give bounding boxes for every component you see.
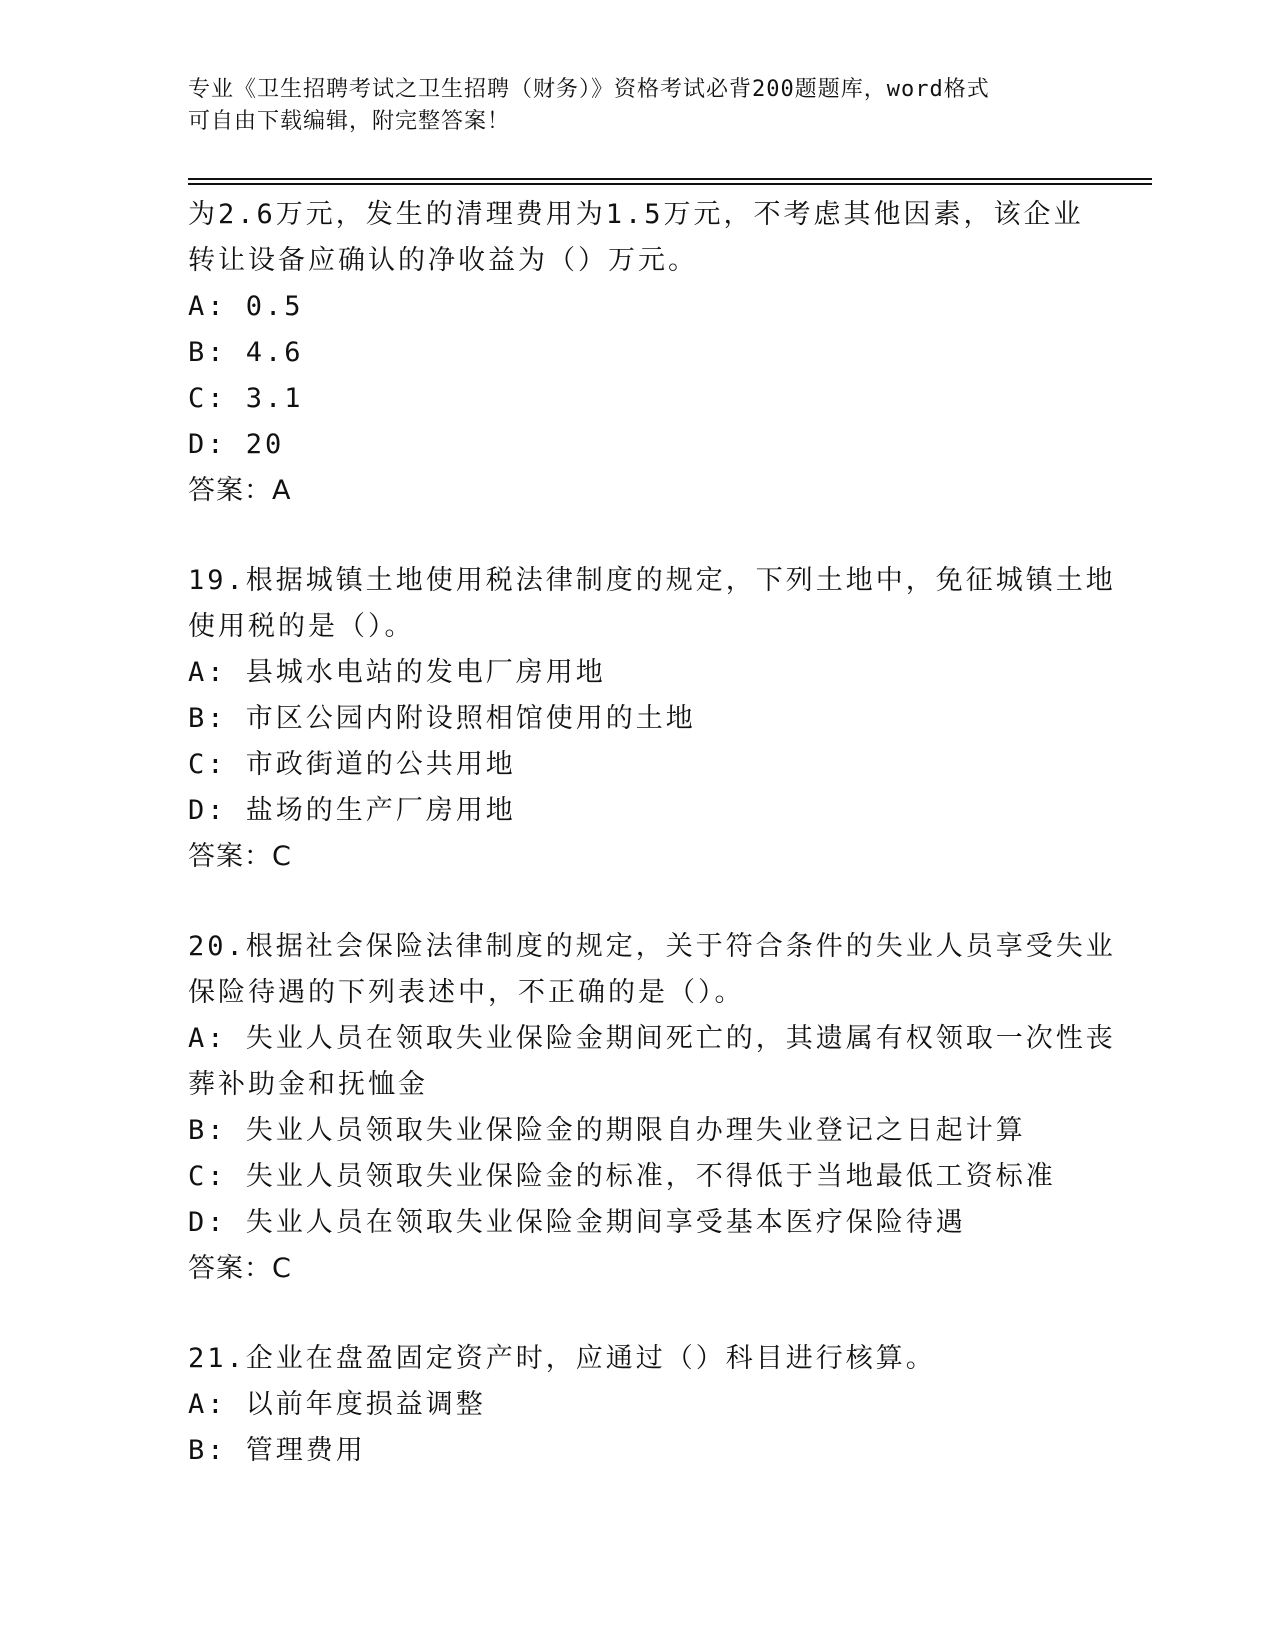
header-line-2: 可自由下载编辑，附完整答案！ bbox=[188, 109, 511, 134]
option-d: D: 失业人员在领取失业保险金期间享受基本医疗保险待遇 bbox=[188, 1207, 966, 1238]
document-header bbox=[188, 74, 1088, 138]
question-19 bbox=[188, 558, 1128, 880]
option-c: C: 3.1 bbox=[188, 383, 304, 414]
spacer bbox=[188, 514, 1128, 558]
question-text: 21.企业在盘盈固定资产时，应通过（）科目进行核算。 bbox=[188, 1343, 936, 1374]
option-b: B: 管理费用 bbox=[188, 1435, 366, 1466]
option-a: A: 以前年度损益调整 bbox=[188, 1389, 486, 1420]
option-b: B: 市区公园内附设照相馆使用的土地 bbox=[188, 703, 696, 734]
question-content bbox=[188, 192, 1128, 1474]
option-d: D: 盐场的生产厂房用地 bbox=[188, 795, 516, 826]
answer-line: 答案：C bbox=[188, 841, 292, 872]
option-b: B: 4.6 bbox=[188, 337, 304, 368]
option-a: A: 0.5 bbox=[188, 291, 304, 322]
question-18 bbox=[188, 192, 1128, 514]
option-a-continued: 葬补助金和抚恤金 bbox=[188, 1069, 428, 1100]
question-text: 保险待遇的下列表述中，不正确的是（）。 bbox=[188, 977, 745, 1008]
spacer bbox=[188, 880, 1128, 924]
header-rule-top bbox=[188, 178, 1152, 180]
header-rule-bottom bbox=[188, 183, 1152, 185]
option-b: B: 失业人员领取失业保险金的期限自办理失业登记之日起计算 bbox=[188, 1115, 1026, 1146]
header-line-1: 专业《卫生招聘考试之卫生招聘（财务）》资格考试必背200题题库，word格式 bbox=[188, 77, 990, 102]
option-a: A: 失业人员在领取失业保险金期间死亡的，其遗属有权领取一次性丧 bbox=[188, 1023, 1116, 1054]
question-text: 为2.6万元，发生的清理费用为1.5万元，不考虑其他因素，该企业 bbox=[188, 199, 1084, 230]
question-text: 19.根据城镇土地使用税法律制度的规定，下列土地中，免征城镇土地 bbox=[188, 565, 1116, 596]
question-20 bbox=[188, 924, 1128, 1292]
option-c: C: 市政街道的公共用地 bbox=[188, 749, 516, 780]
option-c: C: 失业人员领取失业保险金的标准，不得低于当地最低工资标准 bbox=[188, 1161, 1056, 1192]
option-a: A: 县城水电站的发电厂房用地 bbox=[188, 657, 606, 688]
question-text: 转让设备应确认的净收益为（）万元。 bbox=[188, 245, 698, 276]
question-text: 20.根据社会保险法律制度的规定，关于符合条件的失业人员享受失业 bbox=[188, 931, 1116, 962]
question-text: 使用税的是（）。 bbox=[188, 611, 415, 642]
spacer bbox=[188, 1292, 1128, 1336]
answer-line: 答案：A bbox=[188, 475, 292, 506]
answer-line: 答案：C bbox=[188, 1253, 292, 1284]
option-d: D: 20 bbox=[188, 429, 285, 460]
question-21 bbox=[188, 1336, 1128, 1474]
